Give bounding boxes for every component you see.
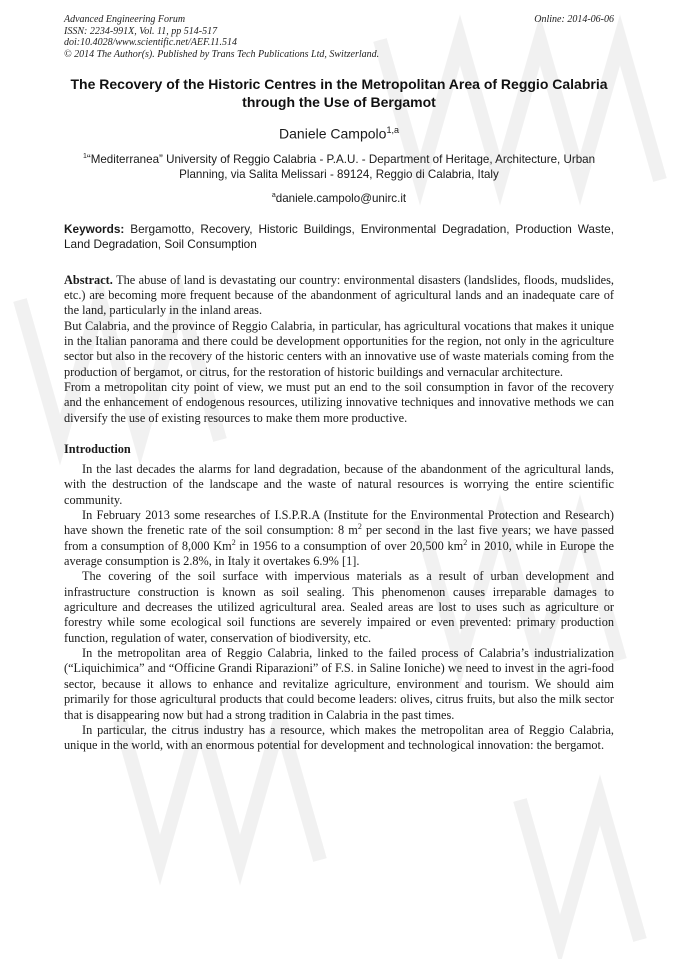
keywords-text: Bergamotto, Recovery, Historic Buildings, Environmental Degradation, Production Waste, Land Degradation, Soil Consumption: [64, 221, 614, 252]
journal-issn: ISSN: 2234-991X, Vol. 11, pp 514-517: [64, 25, 218, 37]
introduction-section: [64, 462, 614, 754]
intro-paragraph-1: In the last decades the alarms for land degradation, because of the abandonment of the agricultural lands, with the destruction of the landscape and the waste of natural resources is worrying the entire scientific community.: [64, 462, 614, 507]
copyright-line: © 2014 The Author(s). Published by Trans Tech Publications Ltd, Switzerland.: [64, 48, 380, 60]
abstract-paragraph-1: [64, 273, 614, 319]
affiliation-text: “Mediterranea” University of Reggio Calabria - P.A.U. - Department of Heritage, Architecture, Urban Planning, via Salita Melissari - 89124, Reggio di Calabria, Italy: [86, 152, 596, 181]
paper-content: [64, 14, 614, 754]
paper-title: The Recovery of the Historic Centres in the Metropolitan Area of Reggio Calabria through the Use of Bergamot: [70, 76, 608, 111]
superscript-2: 2: [357, 522, 362, 532]
intro-p2-part-c: in 1956 to a consumption of over 20,500 km: [235, 538, 464, 553]
journal-name: Advanced Engineering Forum: [64, 14, 186, 25]
introduction-heading: Introduction: [64, 442, 131, 456]
affiliation-superscript: 1: [82, 153, 87, 161]
abstract-section: [64, 273, 614, 426]
intro-paragraph-5: In particular, the citrus industry has a resource, which makes the metropolitan area of Reggio Calabria, unique in the world, with an enormous potential for development and technological innovation: the bergamot.: [64, 722, 614, 753]
keywords-block: [64, 222, 614, 253]
abstract-paragraph-2: But Calabria, and the province of Reggio Calabria, in particular, has agricultural vocations that makes it unique in the Italian panorama and there could be development opportunities for the region, not only in the agriculture sector but also in the recovery of the historic centers with an innovative use of waste materials coming from the production of bergamot, or citrus, for the restoration of historic buildings and vernacular architecture.: [64, 318, 614, 379]
online-date: Online: 2014-06-06: [534, 14, 614, 25]
author-superscript: 1,a: [386, 125, 399, 136]
journal-header: [64, 14, 614, 60]
abstract-text-1: The abuse of land is devastating our country: environmental disasters (landslides, floods, mudslides, etc.) are becoming more frequent because of the abandonment of agricultural lands and an inadequate care of the land, particularly in the inland areas.: [64, 272, 614, 318]
intro-paragraph-2: [64, 508, 614, 569]
abstract-label: Abstract.: [64, 272, 113, 287]
journal-doi[interactable]: doi:10.4028/www.scientific.net/AEF.11.514: [64, 37, 238, 49]
intro-paragraph-3: The covering of the soil surface with impervious materials as a result of urban development and infrastructure construction is known as soil sealing. This phenomenon causes irreparable damages to agriculture and decreases the utilized agricultural area. Sealed areas are lost to uses such as agriculture or forestry while some ecological soil functions are severely impaired or even prevented: primary production function, regulation of water, conservation of biodiversity, etc.: [64, 569, 614, 645]
email-superscript: a: [271, 191, 276, 199]
intro-p2-part-a: In February 2013 some researches of I.S.P.R.A (Institute for the Environmental Protection and Research) have shown the frenetic rate of the soil consumption: 8 m: [64, 508, 614, 538]
author-line: [64, 121, 614, 143]
superscript-2: 2: [231, 537, 236, 547]
author-email: [64, 189, 614, 206]
superscript-2: 2: [463, 537, 468, 547]
author-affiliation: [64, 149, 614, 182]
intro-paragraph-4: In the metropolitan area of Reggio Calabria, linked to the failed process of Calabria’s industrialization (“Liquichimica” and “Officine Grandi Riparazioni” of F.S. in Saline Ioniche) we need to invest in the agri-food sector, because it allows to enhance and revitalize agriculture, environment and tourism. We should aim primarily for those agricultural products that could become leaders: olives, citrus fruits, but also the milk sector that is disappearing now but had a strong tradition in Calabria in the past times.: [64, 646, 614, 722]
intro-p2-part-d: in 2010, while in Europe the average consumption is 2.8%, in Italy it overtakes 6.9% [1].: [64, 538, 614, 569]
keywords-label: Keywords:: [64, 221, 125, 236]
abstract-paragraph-3: From a metropolitan city point of view, we must put an end to the soil consumption in favor of the recovery and the enhancement of endogenous resources, utilizing innovative techniques and innovative methods we can diversify the use of existing resources to make them more productive.: [64, 379, 614, 425]
email-address[interactable]: daniele.campolo@unirc.it: [275, 191, 407, 205]
author-name: Daniele Campolo: [279, 126, 387, 143]
intro-p2-part-b: per second in the last five years; we have passed from a consumption of 8,000 Km: [64, 523, 614, 553]
